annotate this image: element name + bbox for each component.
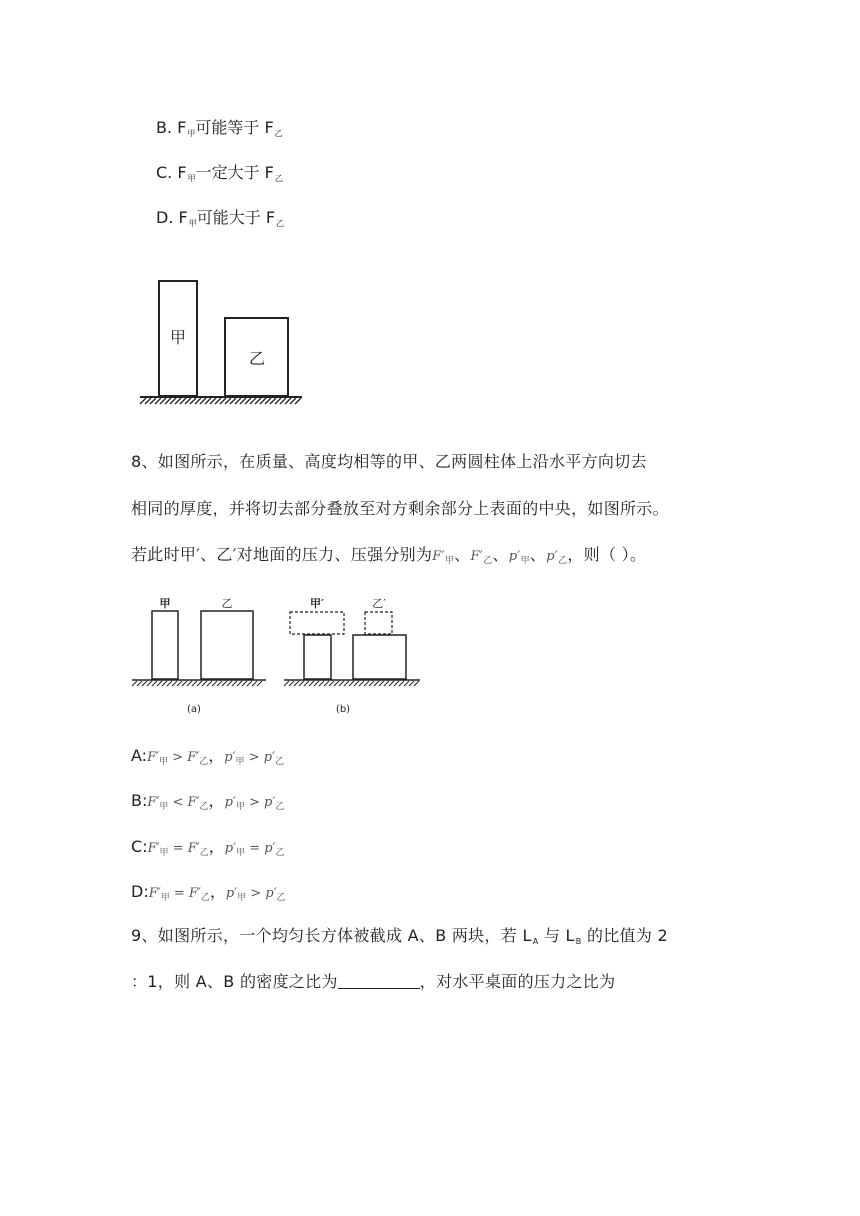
q9-line2: ：1，则 A、B 的密度之比为 ，对水平桌面的压力之比为 <box>131 972 616 991</box>
hatch-stroke <box>409 681 414 686</box>
hatch-stroke <box>394 681 399 686</box>
figure-blocks <box>136 275 308 411</box>
hatch-stroke <box>384 681 389 686</box>
option-d: D. $F_甲$可能大于 $F_乙$ <box>156 208 285 228</box>
q8-option-a: $A:F'_甲 > F'_乙$，$p'_甲 > p'_乙$ <box>131 746 285 767</box>
hatch-stroke <box>217 681 222 686</box>
hatch-stroke <box>247 681 252 686</box>
hatch-stroke <box>359 681 364 686</box>
hatch-stroke <box>202 681 207 686</box>
hatch-stroke <box>304 681 309 686</box>
hatch-stroke <box>309 681 314 686</box>
hatch-stroke <box>344 681 349 686</box>
hatch-stroke <box>299 681 304 686</box>
q9-line1: 9、如图所示，一个均匀长方体被截成 A、B 两块，若 $L_A$ 与 $L_B$ 的比值为 2 <box>131 926 669 946</box>
option-c: C. $F_甲$一定大于 $F_乙$ <box>156 163 283 183</box>
b-dashed-top-right <box>365 612 392 634</box>
hatch-stroke <box>339 681 344 686</box>
hatch-stroke <box>289 681 294 686</box>
hatch-stroke <box>157 681 162 686</box>
hatch-stroke <box>232 681 237 686</box>
a-ground-hatch <box>132 681 262 686</box>
b-jia-remaining <box>304 635 331 679</box>
q8-line3: 若此时甲′、乙′对地面的压力、压强分别为$F'_甲$、$F'_乙$、$p'_甲$、$p'_乙$，则（ ）。 <box>131 545 647 566</box>
hatch-stroke <box>334 681 339 686</box>
hatch-stroke <box>207 681 212 686</box>
hatch-stroke <box>284 681 289 686</box>
hatch-stroke <box>137 681 142 686</box>
hatch-stroke <box>212 681 217 686</box>
q8-option-b: $B:F'_甲 < F'_乙$，$p'_甲 > p'_乙$ <box>131 791 285 812</box>
hatch-stroke <box>197 681 202 686</box>
a-jia <box>152 611 178 679</box>
hatch-stroke <box>177 681 182 686</box>
hatch-stroke <box>172 681 177 686</box>
hatch-stroke <box>152 681 157 686</box>
hatch-stroke <box>242 681 247 686</box>
hatch-stroke <box>414 681 419 686</box>
hatch-stroke <box>257 681 262 686</box>
hatch-stroke <box>237 681 242 686</box>
ground-hatch <box>140 398 301 404</box>
label-yi: 乙 <box>248 349 266 368</box>
figure-cut-cylinders <box>128 592 426 720</box>
a-label-jia: 甲 <box>159 597 171 610</box>
b-label-jia: 甲′ <box>310 597 324 610</box>
hatch-stroke <box>227 681 232 686</box>
hatch-stroke <box>374 681 379 686</box>
hatch-stroke <box>294 681 299 686</box>
q8-line2: 相同的厚度，并将切去部分叠放至对方剩余部分上表面的中央，如图所示。 <box>131 499 669 518</box>
hatch-stroke <box>389 681 394 686</box>
hatch-stroke <box>314 681 319 686</box>
label-jia: 甲 <box>169 328 187 347</box>
hatch-stroke <box>324 681 329 686</box>
q8-line1: 8、如图所示，在质量、高度均相等的甲、乙两圆柱体上沿水平方向切去 <box>131 452 647 471</box>
hatch-stroke <box>222 681 227 686</box>
hatch-stroke <box>319 681 324 686</box>
hatch-stroke <box>369 681 374 686</box>
hatch-stroke <box>364 681 369 686</box>
caption-b: (b) <box>335 704 351 715</box>
hatch-stroke <box>379 681 384 686</box>
hatch-stroke <box>329 681 334 686</box>
hatch-stroke <box>349 681 354 686</box>
hatch-stroke <box>132 681 137 686</box>
b-ground-hatch <box>284 681 419 686</box>
b-dashed-top-left <box>290 612 344 634</box>
hatch-stroke <box>252 681 257 686</box>
option-b: B. $F_甲$可能等于 $F_乙$ <box>156 118 283 138</box>
b-label-yi: 乙′ <box>372 597 386 610</box>
hatch-stroke <box>182 681 187 686</box>
caption-a: (a) <box>187 704 201 715</box>
answer-blank[interactable] <box>338 974 420 989</box>
hatch-stroke <box>162 681 167 686</box>
a-yi <box>201 611 253 679</box>
hatch-stroke <box>354 681 359 686</box>
q8-option-d: $D:F'_甲 = F'_乙$，$p'_甲 > p'_乙$ <box>131 882 286 903</box>
a-label-yi: 乙 <box>221 597 233 610</box>
hatch-stroke <box>404 681 409 686</box>
b-yi-remaining <box>353 635 406 679</box>
hatch-stroke <box>399 681 404 686</box>
hatch-stroke <box>142 681 147 686</box>
hatch-stroke <box>167 681 172 686</box>
q8-option-c: $C:F'_甲 = F'_乙$，$p'_甲 = p'_乙$ <box>131 837 285 858</box>
hatch-stroke <box>192 681 197 686</box>
hatch-stroke <box>147 681 152 686</box>
hatch-stroke <box>187 681 192 686</box>
